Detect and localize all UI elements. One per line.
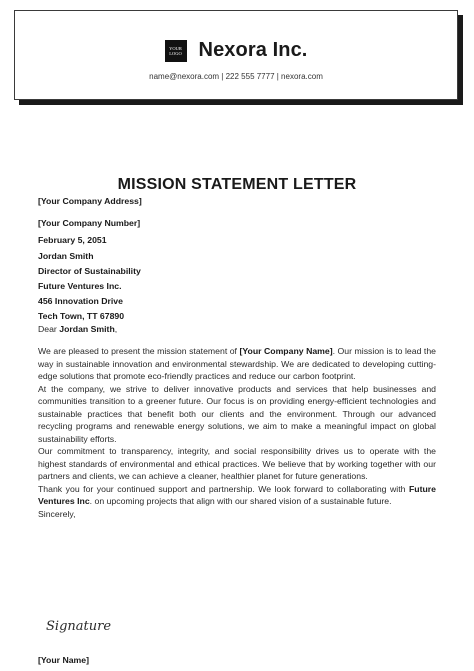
paragraph-1 [38,345,436,383]
recipient-name: Jordan Smith [38,251,94,261]
closing: Sincerely, [38,508,76,519]
letter-title: MISSION STATEMENT LETTER [117,176,357,193]
brand-row [15,39,457,62]
contact-info: name@nexora.com | 222 555 7777 | nexora.com [149,72,323,81]
logo-text-line2: LOGO [169,50,182,56]
company-name-placeholder: [Your Company Name] [239,346,333,356]
recipient-company: Future Ventures Inc. [38,281,122,291]
logo-text-line1: YOUR [169,45,182,51]
recipient-street: 456 Innovation Drive [38,296,123,306]
recipient-company-mention: Future Ventures Inc [38,483,436,506]
recipient-title: Director of Sustainability [38,266,141,276]
salutation-name: Jordan Smith [59,324,115,334]
company-number: [Your Company Number] [38,218,141,228]
paragraph-2: At the company, we strive to deliver innovative products and services that help businesses and communities transition to a greener future. Our focus is on providing energy-efficient technologies and sustainable practices that benefit both our clients and the environment. Through our advanced recycling programs and renewable energy solutions, we aim to make a meaningful impact on global sustainability efforts. [38,383,436,444]
paragraph-3: Our commitment to transparency, integrity, and social responsibility drives us to operate with the highest standards of environmental and ethical practices. We believe that by working together with our partners and clients, we can achieve a cleaner, healthier planet for future generations. [38,446,436,481]
paragraph-4-text-a: Thank you for your continued support and partnership. We look forward to collaborating with [38,483,409,494]
paragraph-1-text-a: We are pleased to present the mission statement of [38,346,240,356]
company-name: Nexora Inc. [198,39,308,61]
letter-body [38,345,436,520]
salutation-prefix: Dear [38,324,60,334]
signature: Signature [46,619,112,634]
sender-name: [Your Name] [38,655,90,665]
paragraph-4 [38,483,436,508]
salutation-suffix: , [114,324,118,334]
paragraph-4-text-b: . on upcoming projects that align with our shared vision of a sustainable future. [89,496,392,506]
recipient-city: Tech Town, TT 67890 [38,311,125,321]
logo-placeholder [165,40,187,62]
paragraph-1-text-b: . Our mission is to lead the way in sustainable innovation and environmental stewardship. We are dedicated to developing cutting-edge solutions that promote eco-friendly practices and reduce our carbon footprint. [38,346,436,381]
company-address: [Your Company Address] [38,196,142,206]
letter-date: February 5, 2051 [38,235,107,245]
letterhead [14,10,458,100]
salutation [38,324,117,334]
